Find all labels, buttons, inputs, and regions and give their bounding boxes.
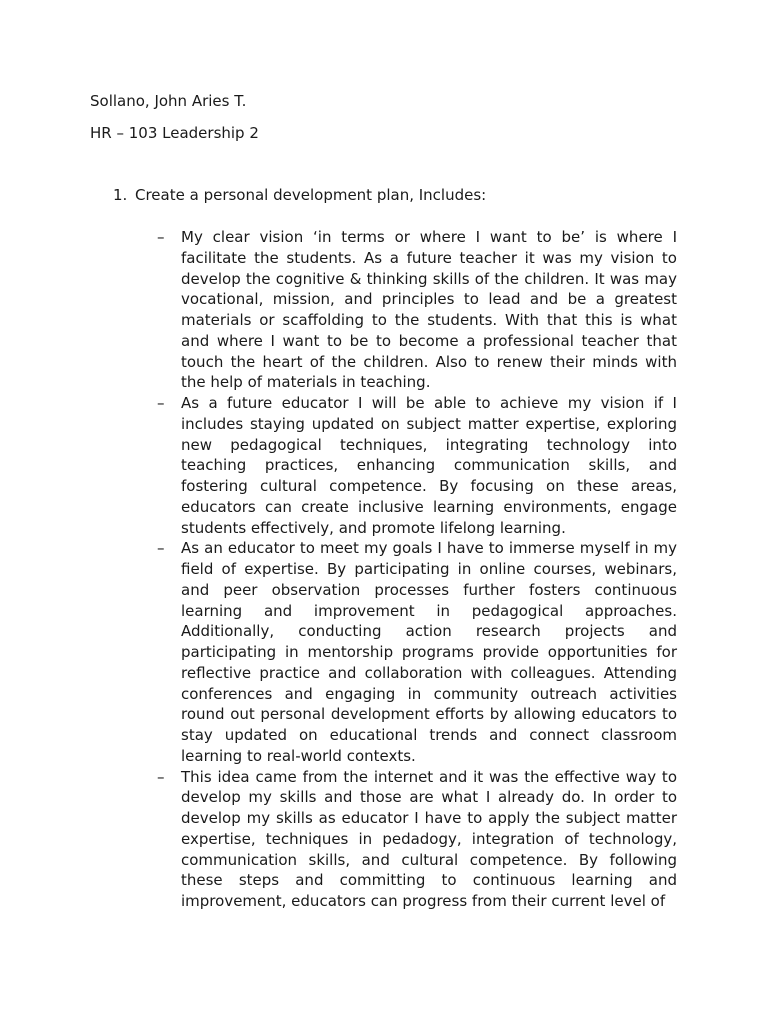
bullet-text: As an educator to meet my goals I have to immerse myself in my field of expertise. By participating in online courses, webinars, and peer observation processes further fosters continuous learning and improvement in pedagogical approaches. Additionally, conducting action research projects and participating in mentorship programs provide opportunities for reflective practice and collaboration with colleagues. Attending conferences and engaging in community outreach activities round out personal development efforts by allowing educators to stay updated on educational trends and connect classroom learning to real-world contexts. [181, 539, 677, 765]
question-number: 1. [113, 186, 128, 204]
author-name: Sollano, John Aries T. [90, 92, 247, 110]
bullet-item [157, 767, 677, 912]
bullet-text: My clear vision ‘in terms or where I want to be’ is where I facilitate the students. As a future teacher it was my vision to develop the cognitive & thinking skills of the children. It was may vocational, mission, and principles to lead and be a greatest materials or scaffolding to the students. With that this is what and where I want to be to become a professional teacher that touch the heart of the children. Also to renew their minds with the help of materials in teaching. [181, 228, 677, 392]
answer-bullet-list [157, 227, 677, 912]
bullet-dash: – [157, 228, 165, 246]
bullet-dash: – [157, 539, 165, 558]
bullet-item [157, 538, 677, 766]
question-item [113, 185, 486, 206]
bullet-dash: – [157, 767, 165, 786]
bullet-item [157, 227, 677, 393]
bullet-item [157, 393, 677, 538]
question-text: Create a personal development plan, Includes: [135, 186, 487, 204]
bullet-dash: – [157, 394, 165, 412]
course-title: HR – 103 Leadership 2 [90, 124, 259, 142]
bullet-text: As a future educator I will be able to achieve my vision if I includes staying updated on subject matter expertise, exploring new pedagogical techniques, integrating technology into teaching practices, enhancing communication skills, and fostering cultural competence. By focusing on these areas, educators can create inclusive learning environments, engage students effectively, and promote lifelong learning. [181, 394, 677, 537]
bullet-text: This idea came from the internet and it was the effective way to develop my skills and those are what I already do. In order to develop my skills as educator I have to apply the subject matter expertise, techniques in pedadogy, integration of technology, communication skills, and cultural competence. By following these steps and committing to continuous learning and improvement, educators can progress from their current level of [181, 767, 677, 910]
